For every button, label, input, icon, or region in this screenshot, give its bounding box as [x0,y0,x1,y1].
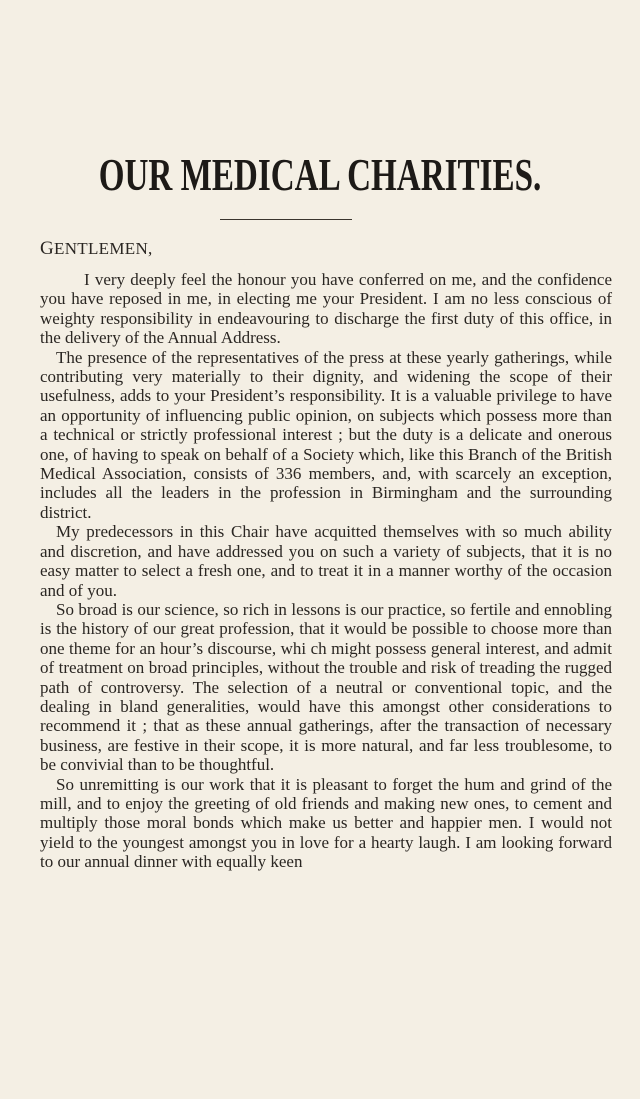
title-divider [220,219,352,220]
body-text [40,270,612,872]
page-title: OUR MEDICAL CHARITIES. [98,149,542,200]
paragraph-2: The presence of the representatives of the press at these yearly gatherings, while contributing very materially to their dignity, and widening the scope of their usefulness, adds to your President’s responsibility. It is a valuable privilege to have an opportunity of influencing public opinion, on subjects which possess more than a technical or strictly professional interest ; but the duty is a delicate and onerous one, of having to speak on behalf of a Society which, like this Branch of the British Medical Association, consists of 336 members, and, with scarcely an exception, includes all the leaders in the profession in Birmingham and the surrounding district. [40,347,612,522]
salutation-initial: G [40,238,55,259]
paragraph-4: So broad is our science, so rich in lessons is our practice, so fertile and ennobling is the history of our great profession, that it would be possible to choose more than one theme for an hour’s discourse, whi ch might possess general interest, and admit of treatment on broad principles, without the trouble and risk of treading the rugged path of controversy. The selection of a neutral or conventional topic, and the dealing in bland generalities, would have this amongst other considerations to recommend it ; that as these annual gatherings, after the transaction of necessary business, are festive in their scope, it is more natural, and far less troublesome, to be convivial than to be thoughtful. [40,599,612,775]
salutation [40,238,153,260]
paragraph-5: So unremitting is our work that it is pleasant to forget the hum and grind of the mill, and to enjoy the greeting of old friends and making new ones, to cement and multiply those moral bonds which make us better and happier men. I would not yield to the youngest amongst you in love for a hearty laugh. I am looking forward to our annual dinner with equally keen [40,774,612,872]
paragraph-3: My predecessors in this Chair have acquitted themselves with so much ability and discretion, and have addressed you on such a variety of subjects, that it is no easy matter to select a fresh one, and to treat it in a manner worthy of the occasion and of you. [40,522,612,600]
salutation-rest: ENTLEMEN, [54,239,153,258]
paragraph-1: I very deeply feel the honour you have conferred on me, and the confidence you have reposed in me, in electing me your President. I am no less conscious of weighty responsibility in endeavouring to discharge the first duty of this office, in the delivery of the Annual Address. [40,270,612,348]
